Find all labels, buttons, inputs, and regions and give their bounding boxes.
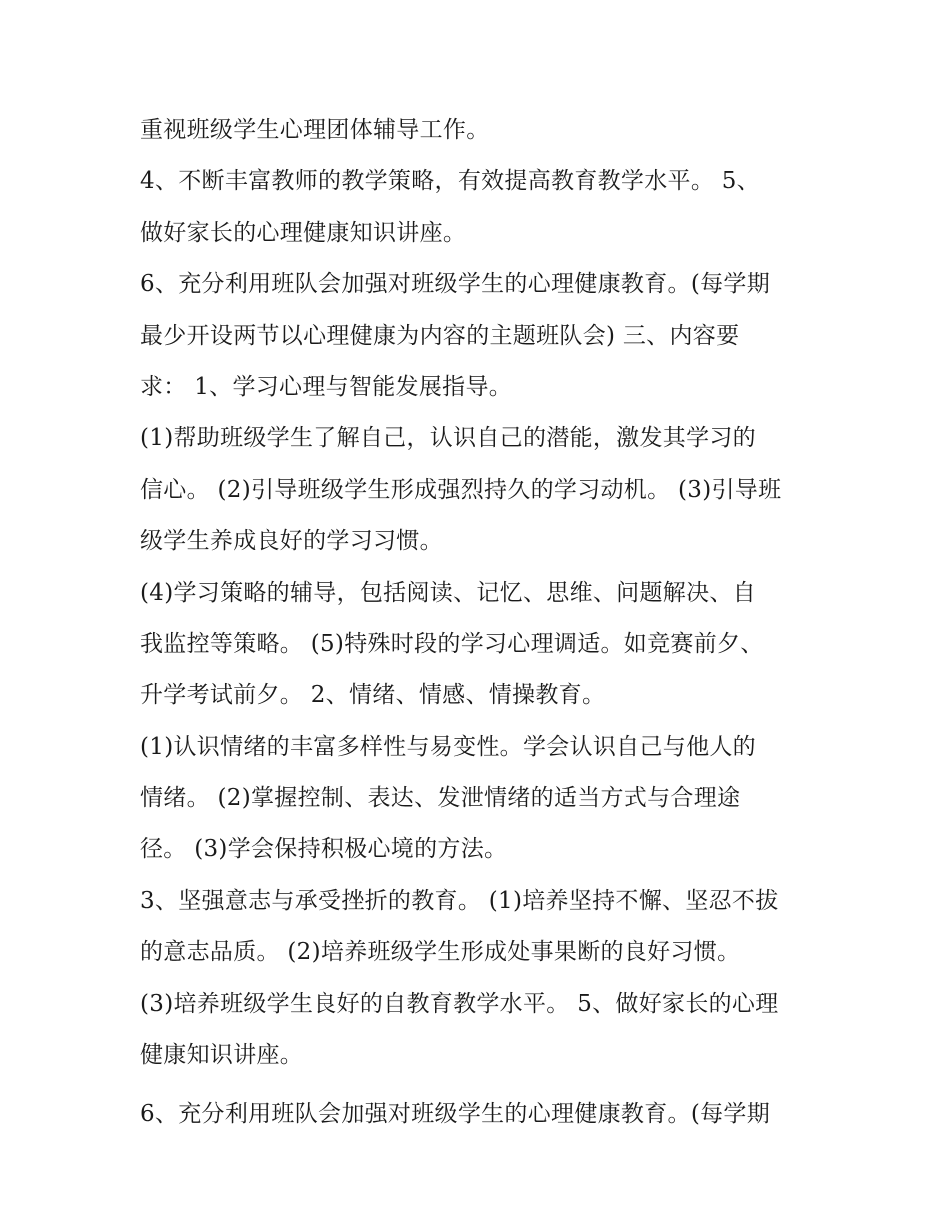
paragraph-gap [140,1084,820,1092]
text-line: 求： 1、学习心理与智能发展指导。 [140,373,513,400]
text-line: 6、充分利用班队会加强对班级学生的心理健康教育。(每学期 [140,271,771,298]
text-line: 径。 (3)学会保持积极心境的方法。 [140,836,508,863]
text-line: 升学考试前夕。 2、情绪、情感、情操教育。 [140,682,606,709]
text-line: 我监控等策略。 (5)特殊时段的学习心理调适。如竞赛前夕、 [140,630,764,657]
text-line: (4)学习策略的辅导，包括阅读、记忆、思维、问题解决、自 [140,579,756,606]
text-line: 信心。 (2)引导班级学生形成强烈持久的学习动机。 (3)引导班 [140,476,782,503]
text-line: 3、坚强意志与承受挫折的教育。 (1)培养坚持不懈、坚忍不拔 [140,887,779,914]
text-line: 6、充分利用班队会加强对班级学生的心理健康教育。(每学期 [140,1101,771,1128]
text-line: 4、不断丰富教师的教学策略，有效提高教育教学水平。 5、 [140,168,760,195]
text-line: 级学生养成良好的学习习惯。 [140,528,443,555]
text-line: 健康知识讲座。 [140,1042,304,1069]
text-line: 最少开设两节以心理健康为内容的主题班队会) 三、内容要 [140,322,740,349]
text-line: 情绪。 (2)掌握控制、表达、发泄情绪的适当方式与合理途 [140,785,741,812]
text-line: 重视班级学生心理团体辅导工作。 [140,117,490,143]
document-body [140,108,820,1144]
text-line: (1)帮助班级学生了解自己，认识自己的潜能，激发其学习的 [140,425,756,452]
text-line: (1)认识情绪的丰富多样性与易变性。学会认识自己与他人的 [140,733,756,760]
text-line: 做好家长的心理健康知识讲座。 [140,219,467,246]
text-line: (3)培养班级学生良好的自教育教学水平。 5、做好家长的心理 [140,990,779,1017]
text-line: 的意志品质。 (2)培养班级学生形成处事果断的良好习惯。 [140,939,741,966]
